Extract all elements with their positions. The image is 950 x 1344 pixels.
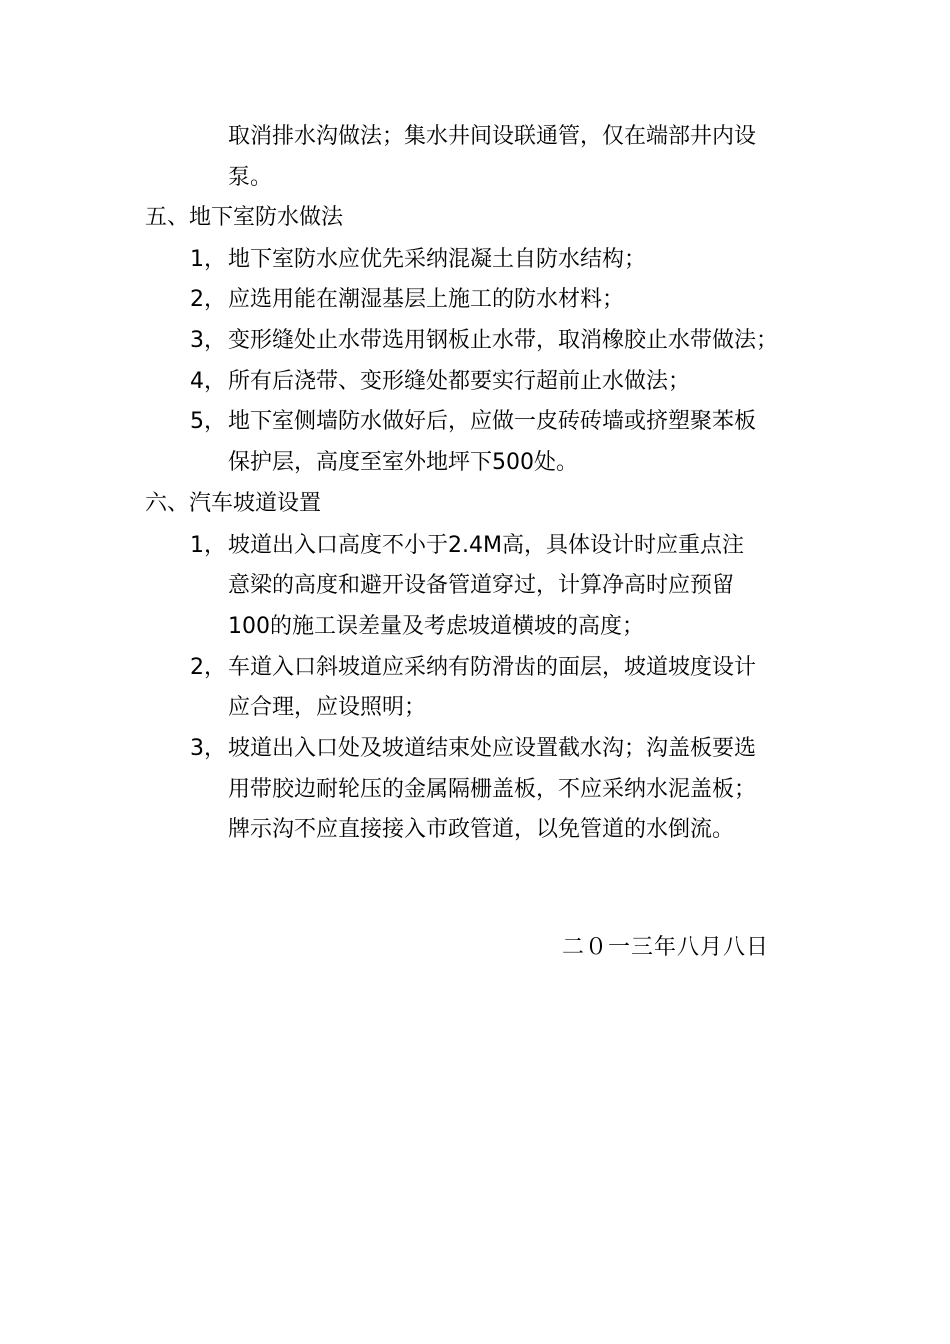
section-5-item-4: [190, 362, 690, 402]
section-6-item-3-cont-1: 用带胶边耐轮压的金属隔栅盖板，不应采纳水泥盖板；: [228, 777, 757, 802]
item-number: 2，: [190, 287, 226, 312]
item-text: 地下室防水应优先采纳混凝土自防水结构；: [228, 247, 647, 272]
section-5-item-1: [190, 240, 646, 280]
item-text: 变形缝处止水带选用钢板止水带，取消橡胶止水带做法；: [228, 328, 779, 353]
item-text: 所有后浇带、变形缝处都要实行超前止水做法；: [228, 369, 691, 394]
section-6-item-2: [190, 648, 756, 688]
continuation-line-1: 取消排水沟做法；集水井间设联通管，仅在端部井内设: [228, 124, 757, 149]
section-6-item-3: [190, 729, 756, 769]
section-5-heading: 五、地下室防水做法: [145, 205, 344, 230]
item-number: 3，: [190, 736, 226, 761]
item-number: 5，: [190, 409, 226, 434]
item-number: 2，: [190, 655, 226, 680]
section-6-item-1-cont-1: 意梁的高度和避开设备管道穿过，计算净高时应预留: [228, 573, 735, 598]
section-5-item-2: [190, 280, 624, 320]
item-text: 坡道出入口高度不小于2.4M高，具体设计时应重点注: [228, 533, 744, 558]
section-6-item-3-cont-2: 牌示沟不应直接接入市政管道，以免管道的水倒流。: [228, 817, 735, 842]
section-5-item-3: [190, 321, 778, 361]
section-6-item-1: [190, 526, 744, 566]
section-5-item-5-cont: 保护层，高度至室外地坪下500处。: [228, 450, 578, 475]
section-6-item-1-cont-2: 100的施工误差量及考虑坡道横坡的高度；: [228, 614, 644, 639]
section-6-heading: 六、汽车坡道设置: [145, 491, 322, 516]
item-text: 车道入口斜坡道应采纳有防滑齿的面层，坡道坡度设计: [228, 655, 757, 680]
document-date: 二０一三年八月八日: [562, 935, 770, 960]
item-number: 4，: [190, 369, 226, 394]
item-number: 1，: [190, 533, 226, 558]
continuation-line-2: 泵。: [228, 165, 273, 190]
item-text: 应选用能在潮湿基层上施工的防水材料；: [228, 287, 625, 312]
section-6-item-2-cont: 应合理，应设照明；: [228, 695, 427, 720]
item-number: 1，: [190, 247, 226, 272]
item-text: 坡道出入口处及坡道结束处应设置截水沟；沟盖板要选: [228, 736, 757, 761]
item-text: 地下室侧墙防水做好后，应做一皮砖砖墙或挤塑聚苯板: [228, 409, 757, 434]
item-number: 3，: [190, 328, 226, 353]
section-5-item-5: [190, 402, 756, 442]
